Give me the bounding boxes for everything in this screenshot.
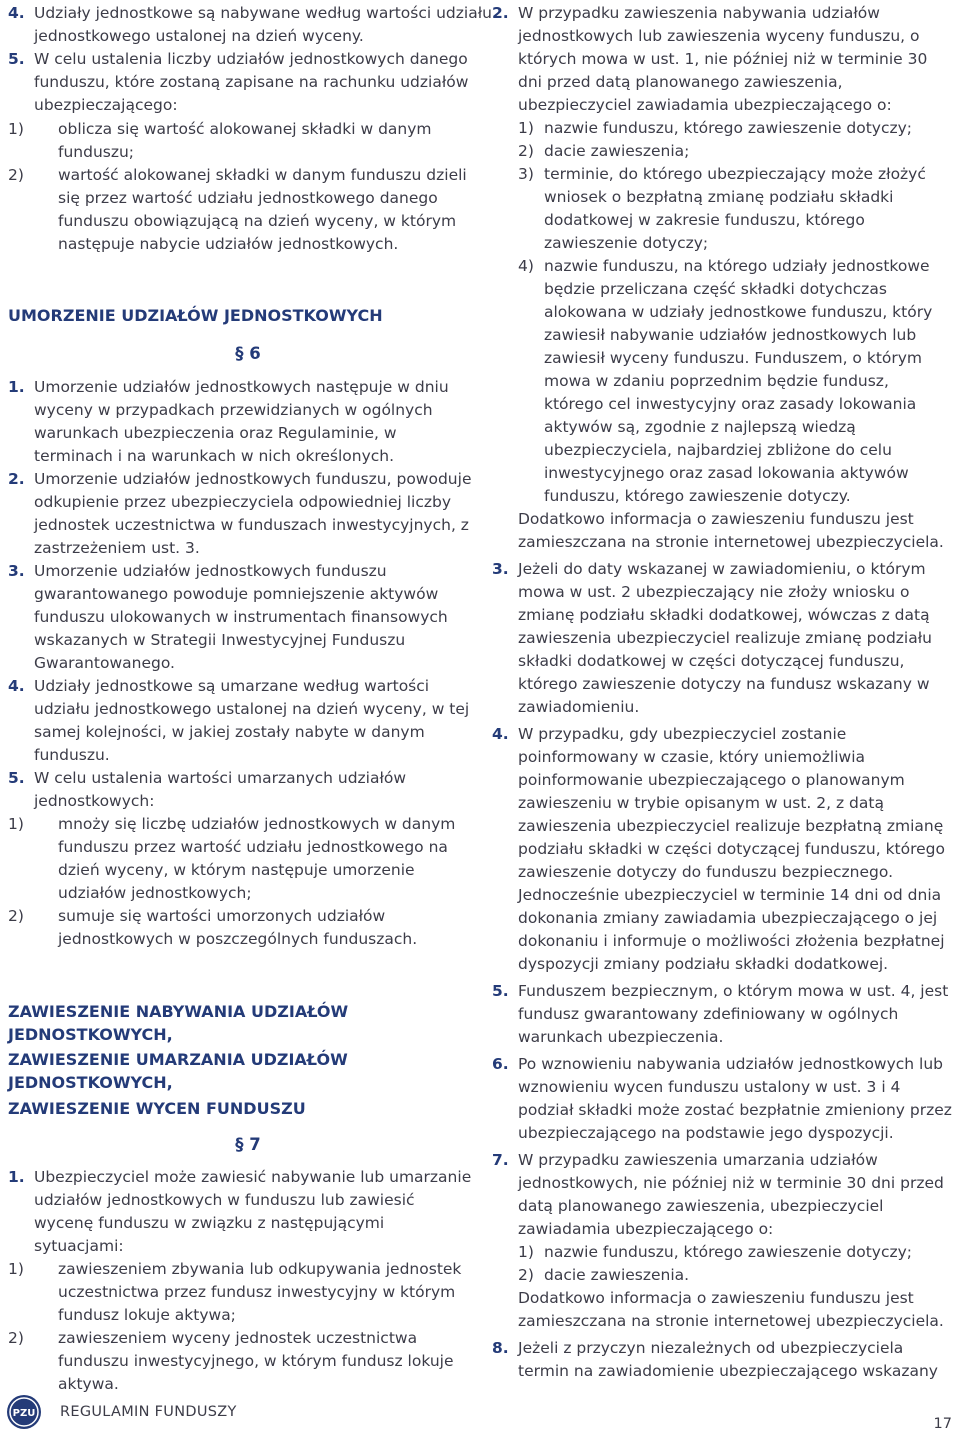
paragraph-number: 6. [492, 1055, 509, 1073]
paragraph-text: W przypadku zawieszenia nabywania udziałów jednostkowych lub zawieszenia wyceny funduszu, o których mowa w ust. 1, nie później niż w terminie 30 dni przed datą planowanego zawieszenia, ubezpieczyciel zawiadamia ubezpieczającego o: [518, 4, 928, 114]
paragraph-text: Ubezpieczyciel może zawiesić nabywanie lub umarzanie udziałów jednostkowych w funduszu lub zawiesić wycenę funduszu w związku z następującymi sytuacjami: [34, 1168, 472, 1255]
list-item [8, 813, 472, 905]
paragraph-text: Umorzenie udziałów jednostkowych funduszu gwarantowanego powoduje pomniejszenie aktywów funduszu ulokowanych w instrumentach finansowych wskazanych w Strategii Inwestycyjnej Funduszu Gwarantowanego. [34, 562, 448, 672]
list-item-text: nazwie funduszu, którego zawieszenie dotyczy; [544, 119, 913, 137]
list-item-number: 2) [8, 907, 24, 925]
paragraph-number: 1. [8, 378, 25, 396]
list-item [492, 163, 952, 255]
paragraph-text: W celu ustalenia wartości umarzanych udziałów jednostkowych: [34, 769, 407, 810]
numbered-paragraph [8, 376, 472, 468]
numbered-paragraph [492, 558, 952, 719]
p5-list [8, 118, 472, 256]
paragraph-text: Jeżeli z przyczyn niezależnych od ubezpieczyciela termin na zawiadomienie ubezpieczającego wskazany [518, 1339, 938, 1380]
list-item-text: sumuje się wartości umorzonych udziałów jednostkowych w poszczególnych funduszach. [58, 907, 418, 948]
paragraph-number: 4. [8, 677, 25, 695]
numbered-paragraph [8, 468, 472, 560]
paragraph-text: Umorzenie udziałów jednostkowych następuje w dniu wyceny w przypadkach przewidzianych w ogólnych warunkach ubezpieczenia oraz Regulaminie, w terminach i na warunkach w nich określonych. [34, 378, 449, 465]
section-6-body [8, 376, 472, 951]
list-item [8, 118, 472, 164]
list-item-text: nazwie funduszu, na którego udziały jednostkowe będzie przeliczana część składki dotychczas alokowana w udziały jednostkowe funduszu, który zawiesił nabywanie udziałów jednostkowych lub zawiesił wyceny funduszu. Funduszem, o którym mowa w zdaniu poprzednim będzie fundusz, którego cel inwestycyjny oraz zasady lokowania aktywów są, zgodnie z najlepszą wiedzą ubezpieczyciela, najbardziej zbliżone do celu inwestycyjnego oraz zasad lokowania aktywów funduszu, którego zawieszenie dotyczy. [544, 257, 933, 505]
list-item-number: 4) [518, 257, 534, 275]
list-item-number: 2) [518, 142, 534, 160]
list-item [8, 1258, 472, 1327]
paragraph-number: 1. [8, 1168, 25, 1186]
list-item-number: 1) [518, 119, 534, 137]
paragraph-number: 5. [8, 769, 25, 787]
section-7-body [8, 1166, 472, 1396]
pzu-logo [6, 1394, 42, 1430]
list-item-number: 2) [8, 166, 24, 184]
paragraph-number: 4. [492, 725, 509, 743]
numbered-paragraph [492, 1149, 952, 1241]
numbered-paragraph [492, 1053, 952, 1145]
numbered-paragraph-5 [8, 48, 498, 117]
paragraph-sign-6: § 6 [235, 344, 261, 363]
numbered-paragraph [8, 767, 472, 813]
list-item-number: 2) [518, 1266, 534, 1284]
paragraph-number: 3. [492, 560, 509, 578]
list-item-text: wartość alokowanej składki w danym funduszu dzieli się przez wartość udziału jednostkowego danego funduszu obowiązującą na dzień wyceny, w którym następuje nabycie udziałów jednostkowych. [58, 166, 467, 253]
page-number: 17 [933, 1416, 952, 1432]
list-item-number: 3) [518, 165, 534, 183]
paragraph-text: Funduszem bezpiecznym, o którym mowa w ust. 4, jest fundusz gwarantowany zdefiniowany w ogólnych warunkach ubezpieczenia. [518, 982, 949, 1046]
paragraph-continuation: Dodatkowo informacja o zawieszeniu funduszu jest zamieszczana na stronie internetowej ubezpieczyciela. [518, 1289, 944, 1330]
paragraph-sign-7: § 7 [235, 1135, 261, 1154]
numbered-paragraph [492, 1337, 952, 1383]
paragraph-number: 5. [8, 50, 25, 68]
numbered-paragraph [492, 980, 952, 1049]
list-item-text: mnoży się liczbę udziałów jednostkowych w danym funduszu przez wartość udziału jednostkowego na dzień wyceny, w którym następuje umorzenie udziałów jednostkowych; [58, 815, 456, 902]
numbered-paragraph [492, 723, 952, 976]
list-item [492, 1241, 952, 1264]
list-item [492, 255, 952, 508]
list-item-text: terminie, do którego ubezpieczający może złożyć wniosek o bezpłatną zmianę podziału składki dodatkowej w zakresie funduszu, którego zawieszenie dotyczy; [544, 165, 926, 252]
paragraph-text: W przypadku, gdy ubezpieczyciel zostanie poinformowany w czasie, który uniemożliwia poinformowanie ubezpieczającego o planowanym zawieszeniu w trybie opisanym w ust. 2, z datą zawieszenia ubezpieczyciel realizuje bezpłatną zmianę podziału składki w części dotyczącej funduszu, którego zawieszenie dotyczy do funduszu bezpiecznego. Jednocześnie ubezpieczyciel w terminie 14 dni od dnia dokonania zmiany zawiadamia ubezpieczającego o jej dokonaniu i informuje o możliwości złożenia bezpłatnej dyspozycji zmiany podziału składki dodatkowej. [518, 725, 945, 973]
paragraph-text: Udziały jednostkowe są umarzane według wartości udziału jednostkowego ustalonej na dzień wyceny, w tej samej kolejności, w jakiej zostały nabyte w danym funduszu. [34, 677, 470, 764]
paragraph-number: 5. [492, 982, 509, 1000]
numbered-paragraph [8, 1166, 472, 1258]
section-heading-zawieszenie-umarzania: ZAWIESZENIE UMARZANIA UDZIAŁÓW JEDNOSTKOWYCH, [8, 1050, 348, 1092]
paragraph-number: 4. [8, 4, 25, 22]
list-item [8, 164, 472, 256]
paragraph-number: 2. [492, 4, 509, 22]
paragraph-text: W przypadku zawieszenia umarzania udziałów jednostkowych, nie później niż w terminie 30 dni przed datą planowanego zawieszenia, ubezpieczyciel zawiadamia ubezpieczającego o: [518, 1151, 944, 1238]
paragraph-continuation: Dodatkowo informacja o zawieszeniu funduszu jest zamieszczana na stronie internetowej ubezpieczyciela. [518, 510, 944, 551]
right-body [492, 2, 952, 1383]
paragraph-number: 3. [8, 562, 25, 580]
paragraph-text: Po wznowieniu nabywania udziałów jednostkowych lub wznowieniu wycen funduszu ustalony w ust. 3 i 4 podział składki może zostać bezpłatnie zmieniony przez ubezpieczającego na podstawie jego dyspozycji. [518, 1055, 952, 1142]
list-item-number: 1) [518, 1243, 534, 1261]
list-item [492, 117, 952, 140]
paragraph-text: W celu ustalenia liczby udziałów jednostkowych danego funduszu, które zostaną zapisane na rachunku udziałów ubezpieczającego: [34, 50, 469, 114]
list-item-text: zawieszeniem zbywania lub odkupywania jednostek uczestnictwa przez fundusz inwestycyjny w którym fundusz lokuje aktywa; [58, 1260, 462, 1324]
list-item-text: nazwie funduszu, którego zawieszenie dotyczy; [544, 1243, 913, 1261]
numbered-paragraph [8, 675, 472, 767]
list-item-text: dacie zawieszenia. [544, 1266, 690, 1284]
section-heading-zawieszenie-wycen: ZAWIESZENIE WYCEN FUNDUSZU [8, 1099, 306, 1118]
list-item-number: 1) [8, 120, 24, 138]
paragraph-number: 7. [492, 1151, 509, 1169]
list-item [8, 1327, 472, 1396]
list-item-text: oblicza się wartość alokowanej składki w danym funduszu; [58, 120, 432, 161]
paragraph-number: 2. [8, 470, 25, 488]
list-item [492, 140, 952, 163]
numbered-paragraph [492, 2, 952, 117]
list-item-number: 1) [8, 815, 24, 833]
numbered-paragraph [8, 560, 472, 675]
paragraph-number: 8. [492, 1339, 509, 1357]
list-item [8, 905, 472, 951]
paragraph-text: Jeżeli do daty wskazanej w zawiadomieniu, o którym mowa w ust. 2 ubezpieczający nie złoży wniosku o zmianę podziału składki dodatkowej, wówczas z datą zawieszenia ubezpieczyciel realizuje zmianę podziału składki dodatkowej w części dotyczącej funduszu, którego zawieszenie dotyczy na fundusz wskazany w zawiadomieniu. [518, 560, 932, 716]
logo-text: PZU [12, 1408, 36, 1419]
paragraph-text: Udziały jednostkowe są nabywane według wartości udziału jednostkowego ustalonej na dzień wyceny. [34, 4, 492, 45]
list-item-number: 1) [8, 1260, 24, 1278]
paragraph-text: Umorzenie udziałów jednostkowych funduszu, powoduje odkupienie przez ubezpieczyciela odpowiedniej liczby jednostek uczestnictwa w funduszach inwestycyjnych, z zastrzeżeniem ust. 3. [34, 470, 472, 557]
footer-title: REGULAMIN FUNDUSZY [60, 1404, 237, 1420]
list-item-number: 2) [8, 1329, 24, 1347]
list-item [492, 1264, 952, 1287]
numbered-paragraph-4 [8, 2, 498, 48]
list-item-text: dacie zawieszenia; [544, 142, 690, 160]
list-item-text: zawieszeniem wyceny jednostek uczestnictwa funduszu inwestycyjnego, w którym fundusz lokuje aktywa. [58, 1329, 454, 1393]
section-heading-umorzenie: UMORZENIE UDZIAŁÓW JEDNOSTKOWYCH [8, 306, 383, 325]
section-heading-zawieszenie-nabywania: ZAWIESZENIE NABYWANIA UDZIAŁÓW JEDNOSTKOWYCH, [8, 1002, 349, 1044]
